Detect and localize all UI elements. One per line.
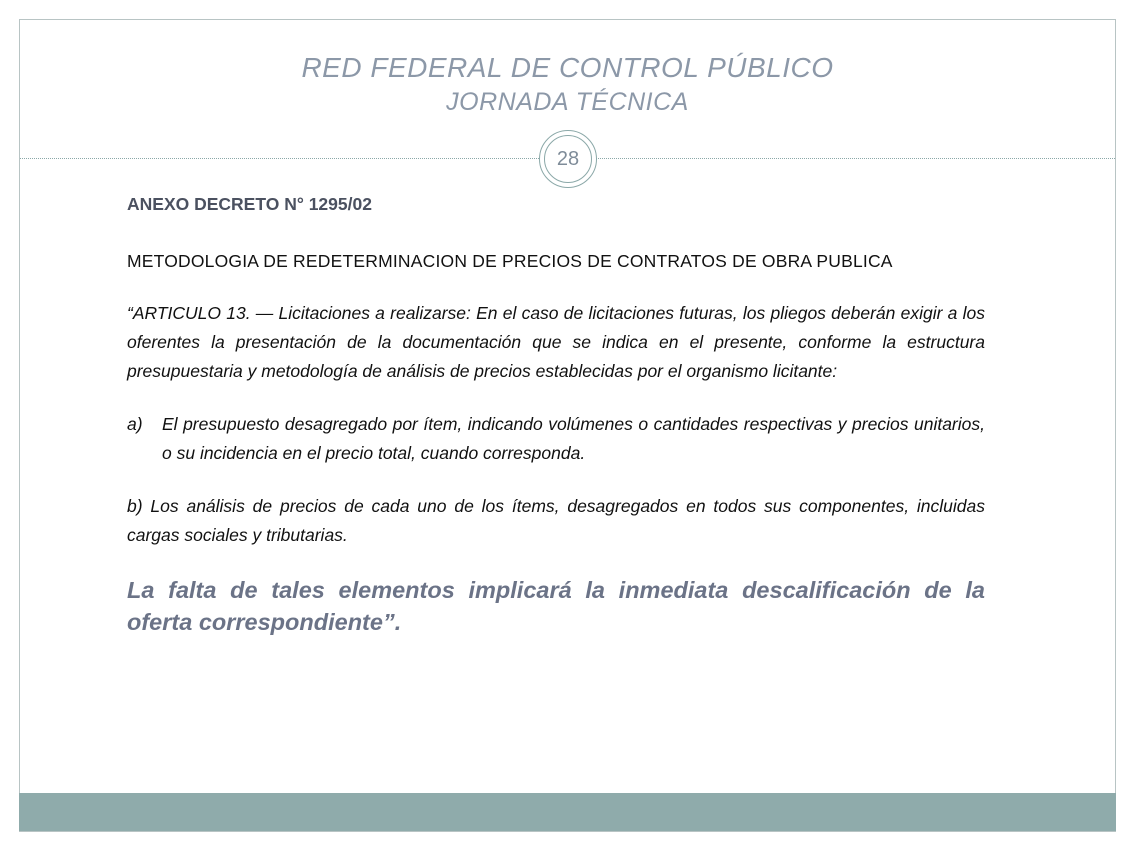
footer-band	[19, 793, 1116, 831]
methodology-heading: METODOLOGIA DE REDETERMINACION DE PRECIOS DE CONTRATOS DE OBRA PUBLICA	[127, 251, 893, 271]
list-item-a-text: El presupuesto desagregado por ítem, indicando volúmenes o cantidades respectivas y precios unitarios, o su incidencia en el precio total, cuando corresponda.	[162, 414, 985, 463]
article-13-paragraph: “ARTICULO 13. — Licitaciones a realizarse: En el caso de licitaciones futuras, los pliegos deberán exigir a los oferentes la presentación de la documentación que se indica en el presente, conforme la estructura presupuestaria y metodología de análisis de precios establecidas por el organismo licitante:	[127, 303, 985, 381]
slide-title: RED FEDERAL DE CONTROL PÚBLICO	[301, 52, 834, 83]
page-number: 28	[544, 135, 592, 183]
slide-content	[127, 190, 985, 638]
page-number-badge	[539, 130, 597, 188]
list-item-b: b) Los análisis de precios de cada uno de los ítems, desagregados en todos sus componentes, incluidas cargas sociales y tributarias.	[127, 496, 985, 545]
slide-subtitle: JORNADA TÉCNICA	[446, 88, 689, 116]
list-item-a	[127, 410, 985, 468]
conclusion-statement: La falta de tales elementos implicará la inmediata descalificación de la oferta correspondiente”.	[127, 577, 985, 635]
list-item-a-marker: a)	[127, 414, 143, 434]
annex-heading: ANEXO DECRETO N° 1295/02	[127, 194, 372, 214]
